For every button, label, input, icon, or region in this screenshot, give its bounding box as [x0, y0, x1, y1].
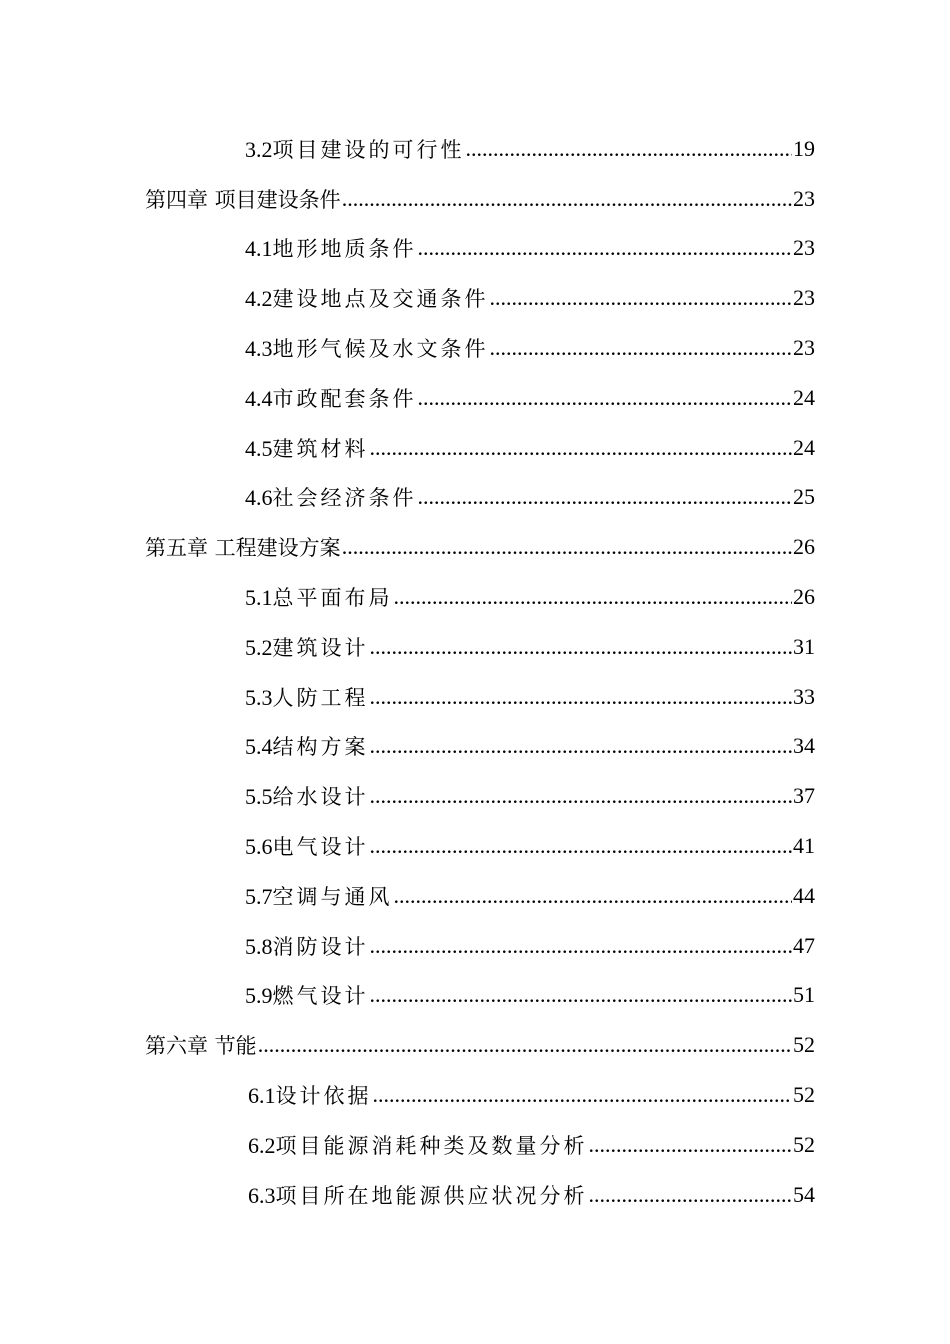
toc-page-number: 23	[793, 235, 815, 261]
toc-page-number: 52	[793, 1082, 815, 1108]
toc-entry-title	[245, 682, 369, 712]
toc-leader-dots	[373, 1082, 793, 1108]
toc-page-number: 44	[793, 882, 815, 908]
toc-entry-number: 5.1	[245, 585, 273, 611]
toc-section-entry[interactable]	[0, 373, 950, 423]
toc-entry-number: 4.1	[245, 236, 273, 262]
toc-section-entry[interactable]	[0, 323, 950, 373]
toc-page-number: 31	[793, 633, 815, 659]
toc-entry-text: 设计依据	[275, 1084, 372, 1109]
toc-entry-text: 社会经济条件	[272, 486, 417, 511]
toc-entry-title	[245, 931, 369, 961]
toc-entry-title	[145, 1030, 257, 1060]
toc-page-number: 54	[793, 1181, 815, 1207]
toc-entry-number: 4.2	[245, 286, 273, 312]
toc-entry-title	[245, 731, 369, 761]
toc-section-entry[interactable]	[0, 473, 950, 523]
toc-page-number: 33	[793, 683, 815, 709]
toc-entry-number: 3.2	[245, 136, 273, 162]
toc-entry-text: 建筑设计	[272, 635, 369, 660]
toc-leader-dots	[394, 584, 793, 610]
toc-entry-number: 5.7	[245, 883, 273, 909]
toc-entry-number: 4.4	[245, 385, 273, 411]
toc-entry-text: 项目所在地能源供应状况分析	[275, 1183, 588, 1208]
toc-leader-dots	[370, 833, 793, 859]
toc-entry-title	[248, 1080, 372, 1110]
toc-page-number: 51	[793, 982, 815, 1008]
toc-entry-number: 5.8	[245, 933, 273, 959]
toc-entry-title	[245, 433, 369, 463]
toc-entry-number: 5.6	[245, 834, 273, 860]
toc-leader-dots	[466, 136, 793, 162]
toc-page-number: 24	[793, 384, 815, 410]
toc-leader-dots	[370, 684, 793, 710]
toc-section-entry[interactable]	[0, 672, 950, 722]
toc-entry-title	[245, 781, 369, 811]
toc-page-number: 23	[793, 335, 815, 361]
toc-page-number: 23	[793, 285, 815, 311]
toc-entry-text: 消防设计	[272, 934, 369, 959]
toc-entry-number: 6.1	[248, 1083, 276, 1109]
toc-entry-title	[145, 532, 341, 562]
toc-entry-number: 6.2	[248, 1132, 276, 1158]
toc-leader-dots	[370, 435, 793, 461]
toc-entry-text: 第六章 节能	[145, 1034, 257, 1059]
toc-leader-dots	[370, 783, 793, 809]
toc-section-entry[interactable]	[0, 921, 950, 971]
toc-entry-title	[145, 184, 341, 214]
toc-entry-number: 5.9	[245, 983, 273, 1009]
toc-entry-title	[245, 383, 417, 413]
toc-section-entry[interactable]	[0, 1120, 950, 1170]
toc-entry-title	[245, 283, 489, 313]
toc-section-entry[interactable]	[0, 1070, 950, 1120]
toc-leader-dots	[589, 1132, 793, 1158]
toc-entry-title	[245, 831, 369, 861]
toc-entry-text: 给水设计	[272, 785, 369, 810]
toc-leader-dots	[394, 883, 793, 909]
toc-entry-title	[245, 233, 417, 263]
toc-leader-dots	[418, 484, 793, 510]
toc-section-entry[interactable]	[0, 622, 950, 672]
toc-section-entry[interactable]	[0, 771, 950, 821]
toc-leader-dots	[370, 733, 793, 759]
toc-leader-dots	[342, 186, 792, 212]
toc-entry-title	[248, 1180, 588, 1210]
toc-leader-dots	[370, 634, 793, 660]
toc-page-number: 47	[793, 932, 815, 958]
toc-section-entry[interactable]	[0, 821, 950, 871]
toc-page-number: 23	[793, 185, 815, 211]
toc-section-entry[interactable]	[0, 722, 950, 772]
toc-entry-text: 总平面布局	[272, 586, 393, 611]
toc-entry-title	[245, 980, 369, 1010]
toc-leader-dots	[370, 933, 793, 959]
toc-entry-number: 4.5	[245, 435, 273, 461]
toc-entry-text: 人防工程	[272, 685, 369, 710]
toc-section-entry[interactable]	[0, 224, 950, 274]
toc-entry-text: 空调与通风	[272, 884, 393, 909]
toc-entry-title	[245, 881, 393, 911]
toc-entry-title	[245, 134, 465, 164]
toc-entry-title	[245, 582, 393, 612]
toc-page-number: 26	[793, 534, 815, 560]
toc-leader-dots	[258, 1032, 792, 1058]
toc-entry-text: 项目能源消耗种类及数量分析	[275, 1133, 588, 1158]
toc-leader-dots	[490, 285, 793, 311]
toc-entry-text: 第四章 项目建设条件	[145, 187, 341, 212]
toc-section-entry[interactable]	[0, 273, 950, 323]
toc-section-entry[interactable]	[0, 124, 950, 174]
toc-entry-title	[245, 333, 489, 363]
toc-entry-text: 地形气候及水文条件	[272, 337, 489, 362]
toc-page-number: 34	[793, 733, 815, 759]
toc-entry-text: 第五章 工程建设方案	[145, 536, 341, 561]
toc-page-number: 19	[793, 135, 815, 161]
toc-page-number: 52	[793, 1032, 815, 1058]
toc-entry-title	[245, 632, 369, 662]
toc-entry-text: 项目建设的可行性	[272, 137, 465, 162]
toc-page-number: 24	[793, 434, 815, 460]
toc-page-number: 25	[793, 484, 815, 510]
toc-page-number: 26	[793, 584, 815, 610]
toc-entry-text: 燃气设计	[272, 984, 369, 1009]
toc-leader-dots	[370, 982, 793, 1008]
toc-leader-dots	[589, 1182, 793, 1208]
toc-chapter-entry[interactable]	[0, 1020, 950, 1070]
toc-entry-number: 5.5	[245, 784, 273, 810]
toc-chapter-entry[interactable]	[0, 522, 950, 572]
toc-entry-text: 电气设计	[272, 835, 369, 860]
toc-entry-text: 建设地点及交通条件	[272, 287, 489, 312]
toc-entry-title	[248, 1130, 588, 1160]
toc-leader-dots	[418, 235, 793, 261]
toc-page-number: 52	[793, 1131, 815, 1157]
toc-section-entry[interactable]	[0, 971, 950, 1021]
toc-section-entry[interactable]	[0, 423, 950, 473]
toc-leader-dots	[490, 335, 793, 361]
toc-entry-text: 结构方案	[272, 735, 369, 760]
toc-section-entry[interactable]	[0, 1170, 950, 1220]
toc-entry-text: 建筑材料	[272, 436, 369, 461]
toc-entry-number: 5.4	[245, 734, 273, 760]
toc-page-number: 37	[793, 783, 815, 809]
toc-entry-number: 6.3	[248, 1182, 276, 1208]
toc-section-entry[interactable]	[0, 572, 950, 622]
toc-leader-dots	[418, 385, 793, 411]
toc-entry-number: 4.3	[245, 336, 273, 362]
toc-entry-text: 市政配套条件	[272, 386, 417, 411]
toc-leader-dots	[342, 534, 792, 560]
toc-section-entry[interactable]	[0, 871, 950, 921]
toc-entry-number: 4.6	[245, 485, 273, 511]
table-of-contents	[0, 124, 950, 1220]
toc-page-number: 41	[793, 833, 815, 859]
toc-entry-title	[245, 482, 417, 512]
toc-entry-text: 地形地质条件	[272, 237, 417, 262]
toc-entry-number: 5.2	[245, 634, 273, 660]
toc-entry-number: 5.3	[245, 684, 273, 710]
toc-chapter-entry[interactable]	[0, 174, 950, 224]
